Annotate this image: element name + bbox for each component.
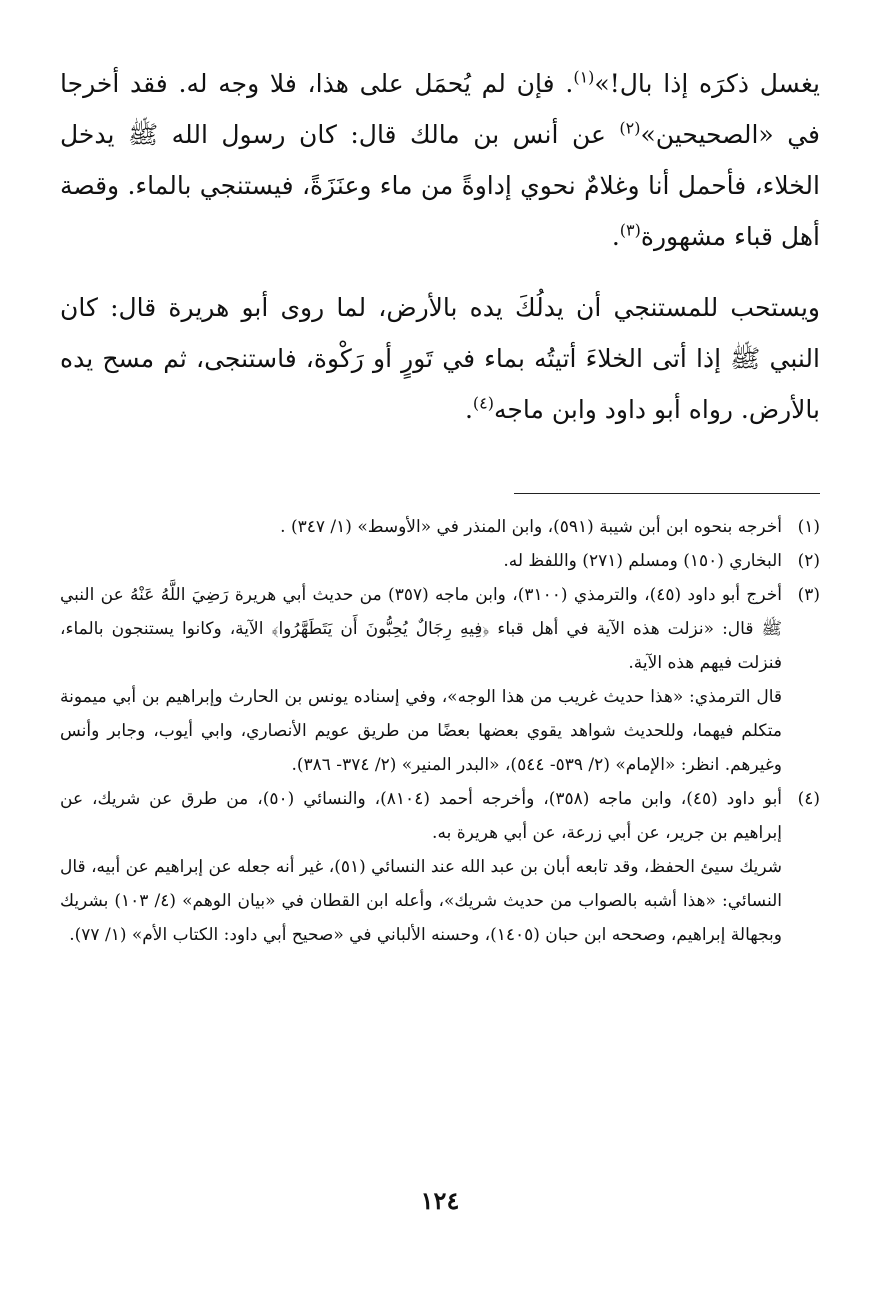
footnote-text: البخاري (١٥٠) ومسلم (٢٧١) واللفظ له. <box>503 551 782 571</box>
footnote-ref-3[interactable]: (٣) <box>619 220 641 240</box>
footnote-text: أخرج أبو داود (٤٥)، والترمذي (٣١٠٠)، وابن ماجه (٣٥٧) من حديث أبي هريرة رَضِيَ اللَّهُ عَنْهُ عن النبي ﷺ قال: «نزلت هذه الآية في أهل قباء ﴿فِيهِ رِجَالٌ يُحِبُّونَ أَن يَتَطَهَّرُوا﴾ الآية، وكانوا يستنجون بالماء، فنزلت فيهم هذه الآية. <box>60 585 782 673</box>
footnote-body <box>60 510 782 544</box>
footnote-item-1 <box>60 510 820 544</box>
book-page <box>60 58 820 1248</box>
footnote-body <box>60 782 782 952</box>
footnotes-list <box>60 510 820 952</box>
main-paragraph-2 <box>60 282 820 435</box>
page-number: ١٢٤ <box>420 1186 460 1215</box>
footnote-item-2 <box>60 544 820 578</box>
footnote-text: شريك سيئ الحفظ، وقد تابعه أبان بن عبد الله عند النسائي (٥١)، غير أنه جعله عن إبراهيم عن أبيه، قال النسائي: «هذا أشبه بالصواب من حديث شريك»، وأعله ابن القطان في «بيان الوهم» (٤/ ١٠٣) بشريك وبجهالة إبراهيم، وصححه ابن حبان (١٤٠٥)، وحسنه الألباني في «صحيح أبي داود: الكتاب الأم» (١/ ٧٧). <box>60 857 782 945</box>
text-run: . <box>611 222 620 251</box>
text-run: . <box>464 395 473 424</box>
text-run: . فإن لم يُحمَل على هذا، فلا وجه له. فقد أخرجا في «الصحيحين» <box>60 69 820 149</box>
footnote-text: أبو داود (٤٥)، وابن ماجه (٣٥٨)، وأخرجه أحمد (٨١٠٤)، والنسائي (٥٠)، من طرق عن شريك، عن إبراهيم بن جرير، عن أبي زرعة، عن أبي هريرة به. <box>60 789 783 843</box>
text-run: ويستحب للمستنجي أن يدلُكَ يده بالأرض، لما روى أبو هريرة قال: كان النبي ﷺ إذا أتى الخلاءَ أتيتُه بماء في تَورٍ أو رَكْوة، فاستنجى، ثم مسح يده بالأرض. رواه أبو داود وابن ماجه <box>60 293 820 424</box>
main-text <box>60 58 820 435</box>
footnote-text: قال الترمذي: «هذا حديث غريب من هذا الوجه»، وفي إسناده يونس بن الحارث وإبراهيم بن أبي ميمونة متكلم فيهما، وللحديث شواهد يقوي بعضها بعضًا من طريق عويم الأنصاري، وابي أيوب، وجابر وأنس وغيرهم. انظر: «الإمام» (٢/ ٥٣٩- ٥٤٤)، «البدر المنير» (٢/ ٣٧٤- ٣٨٦). <box>60 687 782 775</box>
footnote-divider <box>514 493 820 494</box>
footnote-number: (١) <box>797 517 820 537</box>
footnote-ref-1[interactable]: (١) <box>573 67 595 87</box>
main-paragraph-1 <box>60 58 820 262</box>
footnote-item-3 <box>60 578 820 782</box>
footnote-item-4 <box>60 782 820 952</box>
footnote-ref-2[interactable]: (٢) <box>619 118 641 138</box>
footnote-ref-4[interactable]: (٤) <box>472 393 495 413</box>
footnote-body <box>60 544 782 578</box>
text-run: يغسل ذكرَه إذا بال!» <box>594 69 820 98</box>
footnote-text: أخرجه بنحوه ابن أبن شيبة (٥٩١)، وابن المنذر في «الأوسط» (١/ ٣٤٧) . <box>280 517 782 537</box>
footnote-number: (٢) <box>797 551 820 571</box>
footnote-number: (٣) <box>797 585 820 605</box>
footnote-number: (٤) <box>797 789 820 809</box>
footnote-body <box>60 578 782 782</box>
text-run: عن أنس بن مالك قال: كان رسول الله ﷺ يدخل الخلاء، فأحمل أنا وغلامٌ نحوي إداوةً من ماء وعنَزَةً، فيستنجي بالماء. وقصة أهل قباء مشهورة <box>60 120 820 251</box>
